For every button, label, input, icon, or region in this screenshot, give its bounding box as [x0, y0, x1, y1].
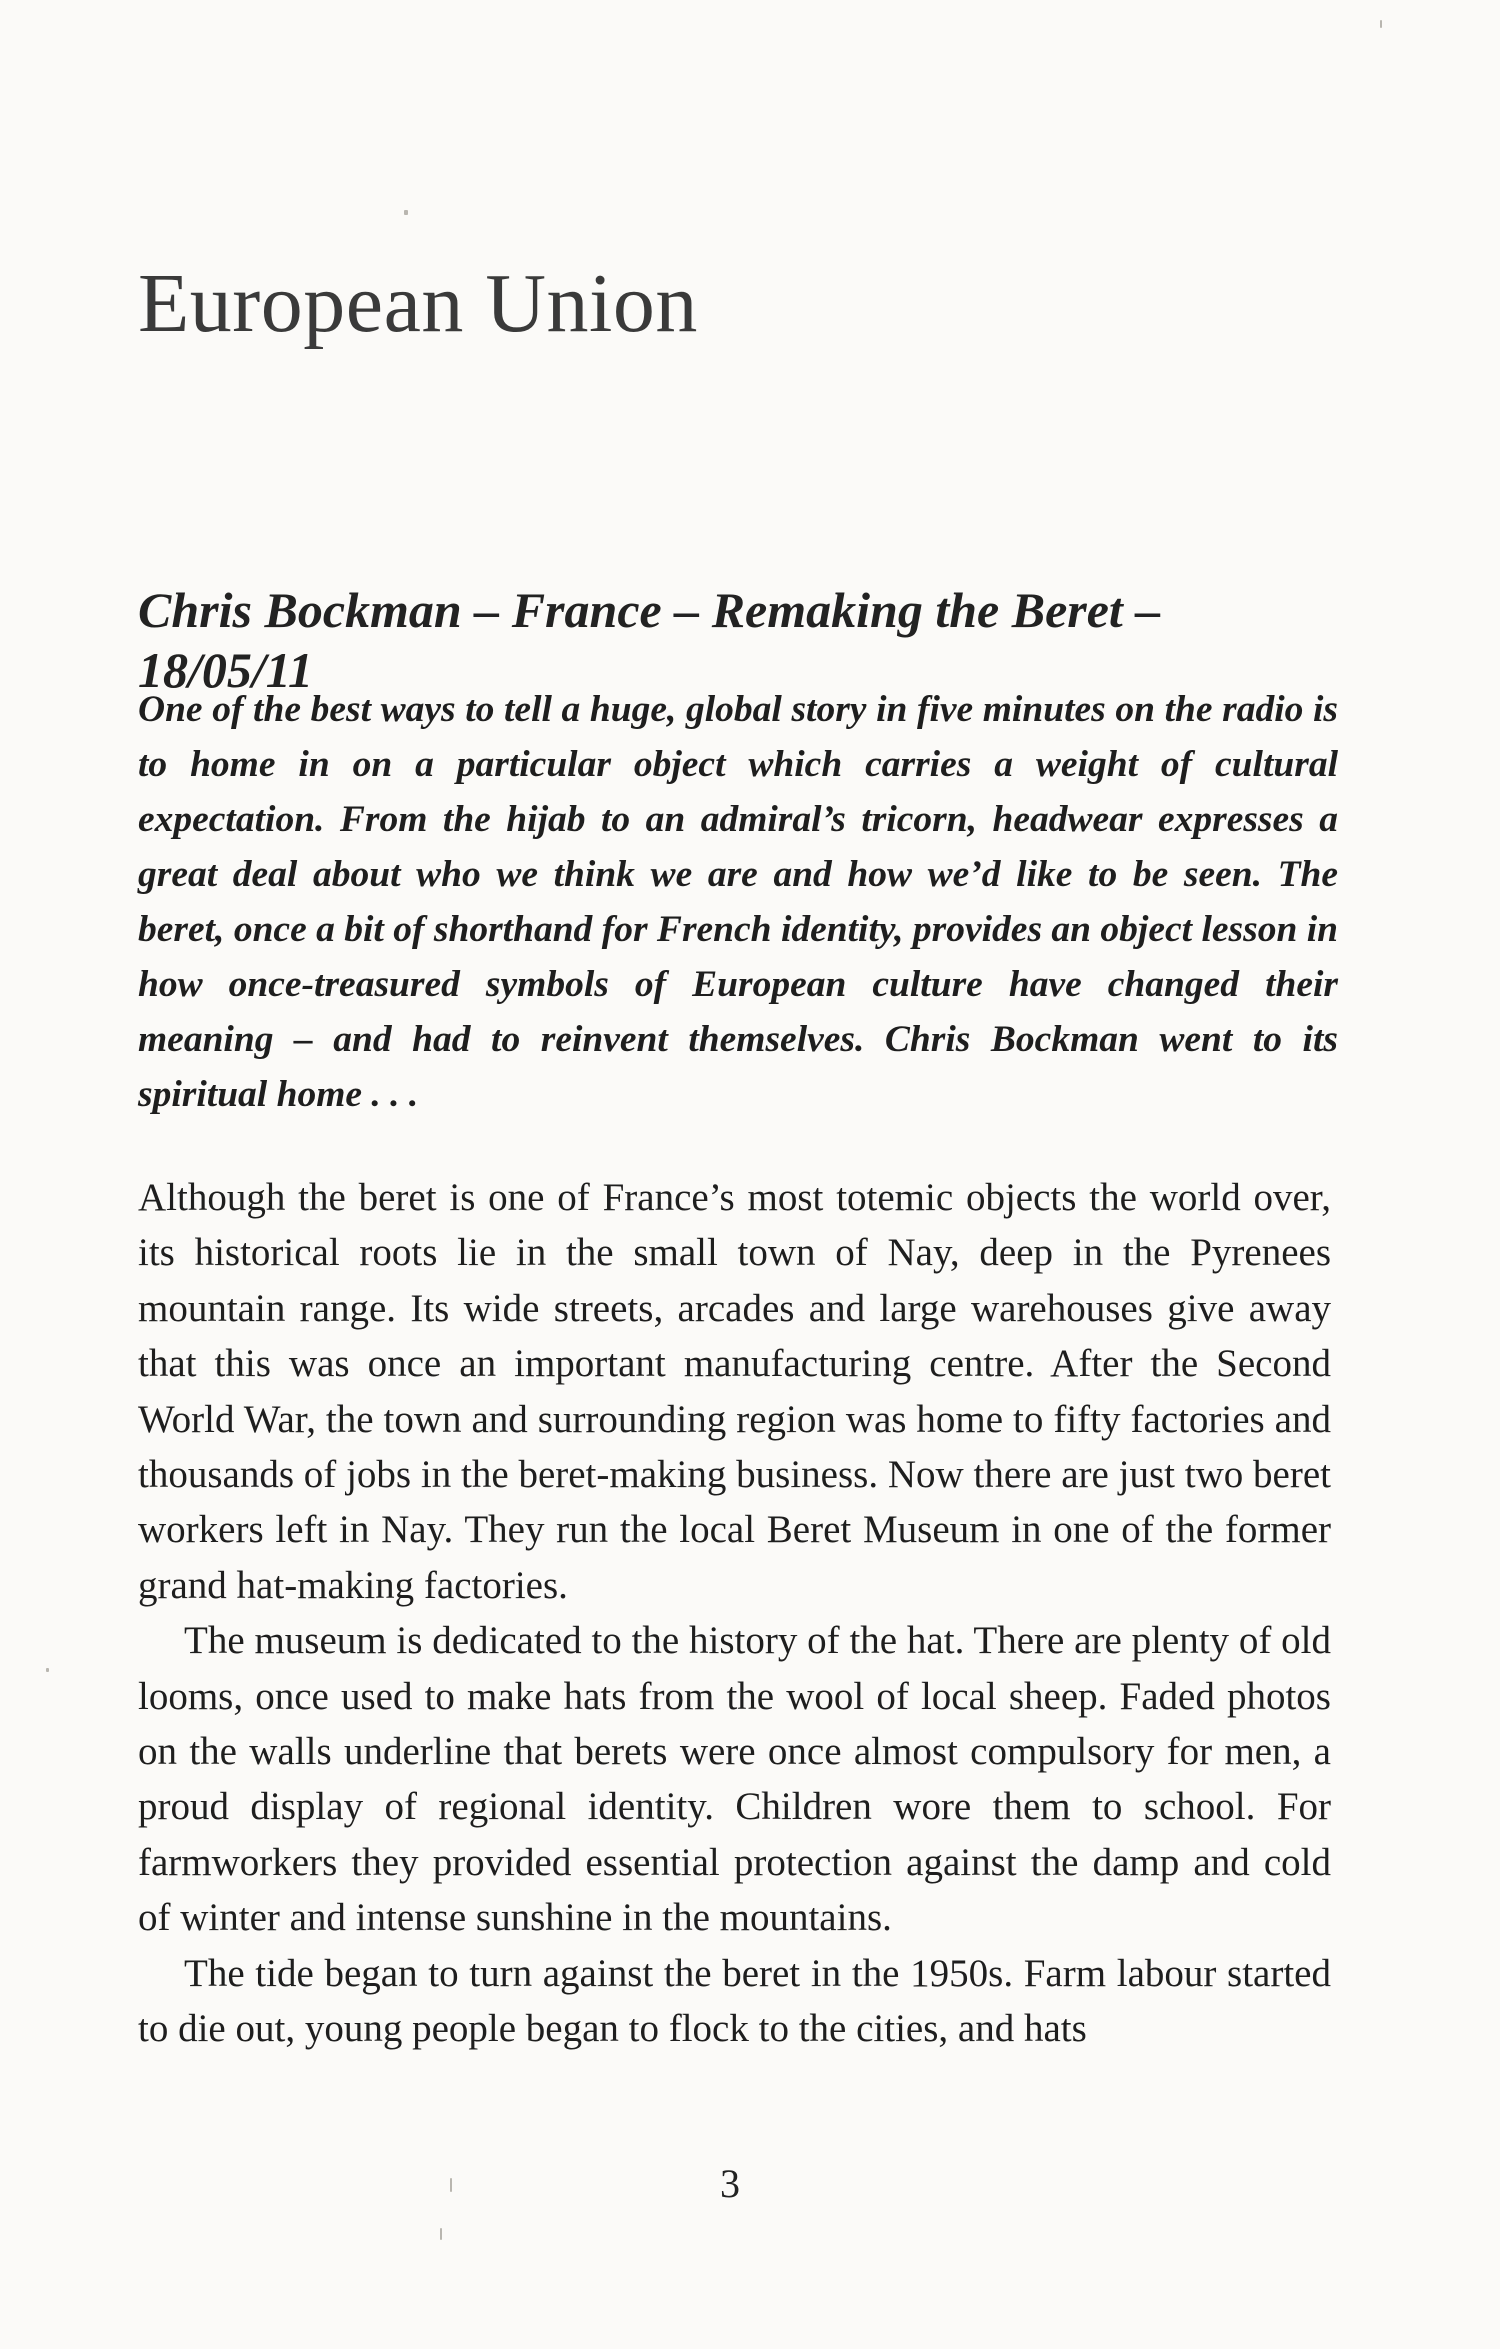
story-intro: One of the best ways to tell a huge, global story in five minutes on the radio is to home in on a particular object which carries a weight of cultural expectation. From the hijab to an admiral’s tricorn, headwear expresses a great deal about who we think we are and how we’d like to be seen. The beret, once a bit of shorthand for French identity, provides an object lesson in how once-treasured symbols of European culture have changed their meaning – and had to reinvent themselves. Chris Bockman went to its spiritual home . . .	[138, 689, 1338, 1115]
body-paragraph: The museum is dedicated to the history of the hat. There are plenty of old looms, once used to make hats from the wool of local sheep. Faded photos on the walls underline that berets were once almost compulsory for men, a proud display of regional identity. Children wore them to school. For farmworkers they provided essential protection against the damp and cold of winter and intense sunshine in the mountains.	[138, 1619, 1331, 1940]
chapter-title: European Union	[138, 257, 698, 350]
paper-speck	[1380, 20, 1382, 28]
paper-speck	[404, 210, 408, 215]
paper-speck	[440, 2228, 442, 2240]
page-number: 3	[720, 2161, 740, 2206]
body-paragraph: Although the beret is one of France’s most totemic objects the world over, its historical roots lie in the small town of Nay, deep in the Pyrenees mountain range. Its wide streets, arcades and large warehouses give away that this was once an important manufacturing centre. After the Second World War, the town and surrounding region was home to fifty factories and thousands of jobs in the beret-making business. Now there are just two beret workers left in Nay. They run the local Beret Museum in one of the former grand hat-making factories.	[138, 1176, 1331, 1607]
story-byline: Chris Bockman – France – Remaking the Beret – 18/05/11	[138, 582, 1161, 698]
body-paragraph: The tide began to turn against the beret in the 1950s. Farm labour started to die out, young people began to flock to the cities, and hats	[138, 1951, 1331, 2051]
paper-speck	[46, 1668, 49, 1672]
story-body	[138, 1170, 1331, 2057]
paper-speck	[450, 2178, 452, 2192]
